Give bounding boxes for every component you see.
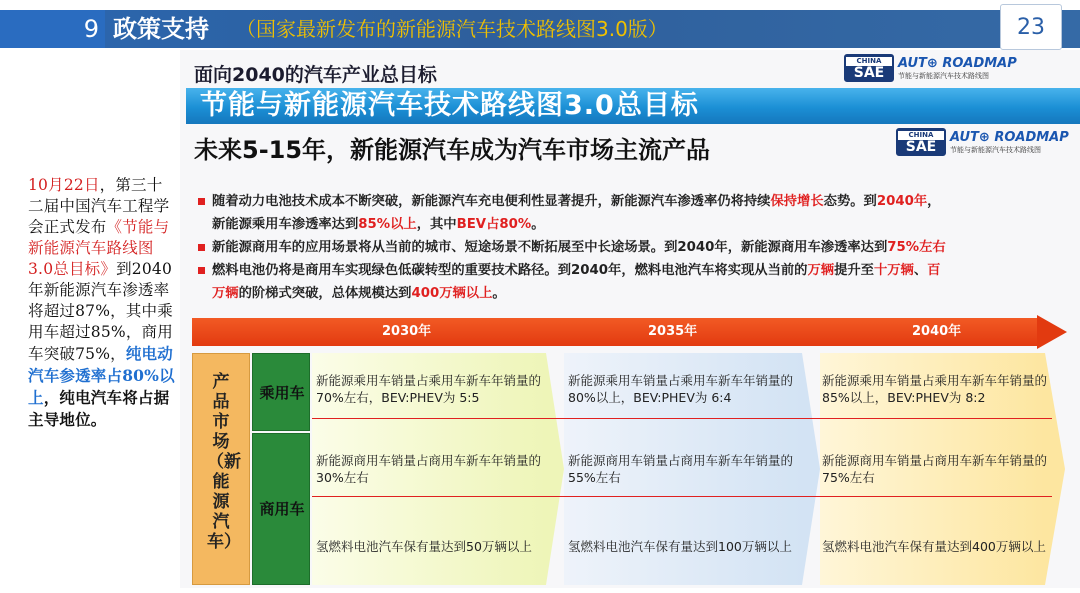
summary-conclusion: ，纯电汽车将占据主导地位。	[28, 388, 170, 429]
commercial-2035-cell: 新能源商用车销量占商用车新车年销量的55%左右	[568, 453, 794, 485]
roadmap-tagline: 节能与新能源汽车技术路线图	[950, 145, 1041, 154]
passenger-car-segment: 乘用车	[252, 353, 310, 431]
page-number: 23	[1000, 4, 1062, 50]
section-subtitle: （国家最新发布的新能源汽车技术路线图3.0版）	[236, 17, 668, 41]
section-title: 政策支持	[113, 15, 209, 43]
sae-roadmap-logo	[844, 54, 1017, 82]
summary-stats: 到2040年新能源汽车渗透率将超过87%，其中乘用车超过85%，商用车突破75%，	[28, 260, 173, 363]
summary-bev-share: 纯电动汽车参透率占80%以上	[28, 344, 175, 407]
bullet-item: 燃料电池仍将是商用车实现绿色低碳转型的重要技术路径。到2040年，燃料电池汽车将实现从当前的万辆提升至十万辆、百 万辆的阶梯式突破，总体规模达到400万辆以上。	[196, 259, 1080, 305]
summary-intro: ，第三十二届中国汽车工程学会正式发布	[28, 176, 170, 236]
sae-logo-icon: CHINA SAE	[896, 128, 946, 156]
arrow-right-icon	[1037, 315, 1067, 349]
section-number: 9	[0, 10, 105, 48]
row-divider	[312, 496, 1052, 497]
slide-header	[0, 10, 1080, 48]
timeline-year-2035: 2035年	[648, 324, 698, 339]
timeline-arrow	[192, 315, 1064, 349]
summary-book-title: 《节能与新能源汽车路线图3.0总目标》	[28, 218, 170, 278]
sae-logo-icon: CHINA SAE	[844, 54, 894, 82]
summary-text	[28, 175, 178, 431]
fuelcell-2030-cell: 氢燃料电池汽车保有量达到50万辆以上	[316, 539, 532, 554]
bullet-item: 随着动力电池技术成本不断突破，新能源汽车充电便利性显著提升，新能源汽车渗透率仍将持续保持增长态势。到2040年， 新能源乘用车渗透率达到85%以上，其中BEV占80%。	[196, 190, 1080, 236]
timeline-year-2040: 2040年	[912, 324, 962, 339]
sae-roadmap-logo-2	[896, 128, 1069, 156]
bullet-list	[196, 190, 1080, 305]
roadmap-logo-text: AUT⊕ ROADMAP	[898, 55, 1017, 71]
timeline-year-2030: 2030年	[382, 324, 432, 339]
slide-top-title: 面向2040的汽车产业总目标	[194, 64, 437, 86]
slide-subtitle: 未来5-15年，新能源汽车成为汽车市场主流产品	[194, 136, 711, 164]
roadmap-banner: 节能与新能源汽车技术路线图3.0总目标	[186, 88, 1080, 124]
passenger-2030-cell: 新能源乘用车销量占乘用车新车年销量的70%左右，BEV:PHEV为 5:5	[316, 373, 542, 405]
bullet-item: 新能源商用车的应用场景将从当前的城市、短途场景不断拓展至中长途场景。到2040年，新能源商用车渗透率达到75%左右	[196, 236, 1080, 259]
roadmap-tagline: 节能与新能源汽车技术路线图	[898, 71, 989, 80]
roadmap-logo-text: AUT⊕ ROADMAP	[950, 129, 1069, 145]
slide-image	[180, 50, 1080, 588]
summary-date: 10月22日	[28, 176, 100, 194]
commercial-vehicle-segment: 商用车	[252, 433, 310, 585]
product-market-label: 产品市场（新能源汽车）	[192, 353, 250, 585]
passenger-2040-cell: 新能源乘用车销量占乘用车新车年销量的85%以上，BEV:PHEV为 8:2	[822, 373, 1048, 405]
commercial-2030-cell: 新能源商用车销量占商用车新车年销量的30%左右	[316, 453, 542, 485]
fuelcell-2040-cell: 氢燃料电池汽车保有量达到400万辆以上	[822, 539, 1046, 554]
row-divider	[312, 418, 1052, 419]
fuelcell-2035-cell: 氢燃料电池汽车保有量达到100万辆以上	[568, 539, 792, 554]
commercial-2040-cell: 新能源商用车销量占商用车新车年销量的75%左右	[822, 453, 1048, 485]
passenger-2035-cell: 新能源乘用车销量占乘用车新车年销量的80%以上，BEV:PHEV为 6:4	[568, 373, 794, 405]
